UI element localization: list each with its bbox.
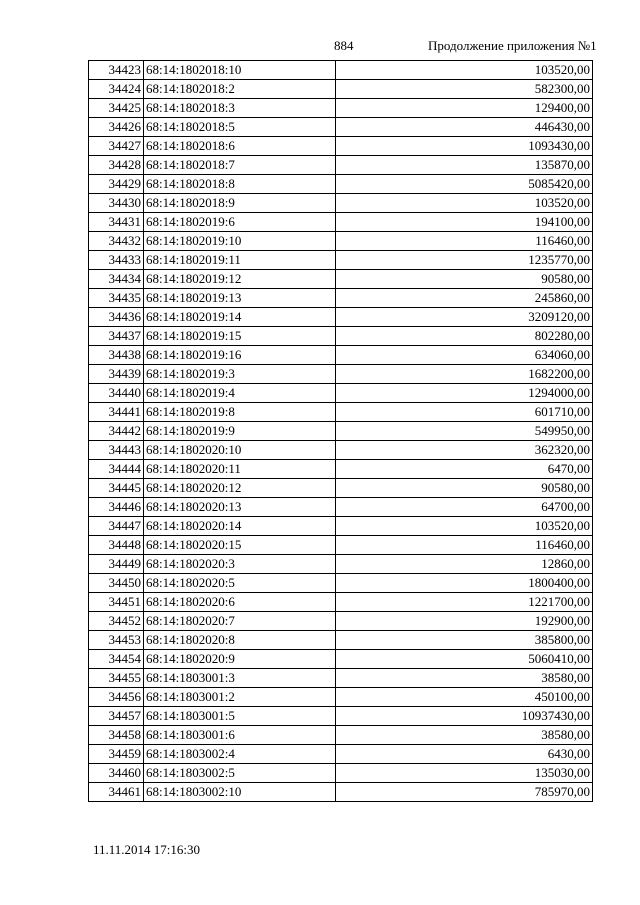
table-row bbox=[89, 365, 593, 384]
row-number-cell: 34434 bbox=[89, 270, 144, 289]
cadastral-value-cell: 1682200,00 bbox=[336, 365, 593, 384]
cadastral-value-cell: 5085420,00 bbox=[336, 175, 593, 194]
row-number-cell: 34424 bbox=[89, 80, 144, 99]
table-row bbox=[89, 403, 593, 422]
cadastral-value-cell: 3209120,00 bbox=[336, 308, 593, 327]
cadastral-number-cell: 68:14:1802018:10 bbox=[144, 61, 336, 80]
row-number-cell: 34449 bbox=[89, 555, 144, 574]
table-row bbox=[89, 137, 593, 156]
table-row bbox=[89, 498, 593, 517]
row-number-cell: 34457 bbox=[89, 707, 144, 726]
cadastral-value-cell: 1294000,00 bbox=[336, 384, 593, 403]
table-row bbox=[89, 156, 593, 175]
row-number-cell: 34430 bbox=[89, 194, 144, 213]
table-row bbox=[89, 517, 593, 536]
cadastral-value-cell: 601710,00 bbox=[336, 403, 593, 422]
cadastral-value-cell: 103520,00 bbox=[336, 61, 593, 80]
row-number-cell: 34437 bbox=[89, 327, 144, 346]
row-number-cell: 34450 bbox=[89, 574, 144, 593]
row-number-cell: 34435 bbox=[89, 289, 144, 308]
table-row bbox=[89, 574, 593, 593]
table-row bbox=[89, 384, 593, 403]
row-number-cell: 34451 bbox=[89, 593, 144, 612]
row-number-cell: 34444 bbox=[89, 460, 144, 479]
row-number-cell: 34426 bbox=[89, 118, 144, 137]
row-number-cell: 34446 bbox=[89, 498, 144, 517]
cadastral-value-cell: 1093430,00 bbox=[336, 137, 593, 156]
print-timestamp: 11.11.2014 17:16:30 bbox=[93, 842, 201, 857]
cadastral-number-cell: 68:14:1802019:16 bbox=[144, 346, 336, 365]
cadastral-number-cell: 68:14:1802019:9 bbox=[144, 422, 336, 441]
cadastral-number-cell: 68:14:1802020:5 bbox=[144, 574, 336, 593]
table-row bbox=[89, 194, 593, 213]
cadastral-number-cell: 68:14:1803001:3 bbox=[144, 669, 336, 688]
cadastral-value-cell: 634060,00 bbox=[336, 346, 593, 365]
table-row bbox=[89, 745, 593, 764]
cadastral-number-cell: 68:14:1802018:7 bbox=[144, 156, 336, 175]
row-number-cell: 34440 bbox=[89, 384, 144, 403]
cadastral-number-cell: 68:14:1802020:9 bbox=[144, 650, 336, 669]
cadastral-value-cell: 90580,00 bbox=[336, 479, 593, 498]
table-row bbox=[89, 479, 593, 498]
cadastral-value-cell: 90580,00 bbox=[336, 270, 593, 289]
row-number-cell: 34461 bbox=[89, 783, 144, 802]
cadastral-number-cell: 68:14:1802020:11 bbox=[144, 460, 336, 479]
row-number-cell: 34452 bbox=[89, 612, 144, 631]
table-body bbox=[89, 61, 593, 802]
cadastral-number-cell: 68:14:1802020:14 bbox=[144, 517, 336, 536]
cadastral-number-cell: 68:14:1803002:4 bbox=[144, 745, 336, 764]
cadastral-number-cell: 68:14:1802020:8 bbox=[144, 631, 336, 650]
cadastral-number-cell: 68:14:1802019:11 bbox=[144, 251, 336, 270]
row-number-cell: 34455 bbox=[89, 669, 144, 688]
row-number-cell: 34448 bbox=[89, 536, 144, 555]
table-row bbox=[89, 308, 593, 327]
cadastral-value-cell: 1800400,00 bbox=[336, 574, 593, 593]
table-row bbox=[89, 441, 593, 460]
cadastral-value-cell: 116460,00 bbox=[336, 536, 593, 555]
table-row bbox=[89, 631, 593, 650]
cadastral-number-cell: 68:14:1802018:2 bbox=[144, 80, 336, 99]
cadastral-value-cell: 38580,00 bbox=[336, 726, 593, 745]
table-row bbox=[89, 270, 593, 289]
table-row bbox=[89, 536, 593, 555]
row-number-cell: 34423 bbox=[89, 61, 144, 80]
row-number-cell: 34428 bbox=[89, 156, 144, 175]
row-number-cell: 34454 bbox=[89, 650, 144, 669]
table-row bbox=[89, 346, 593, 365]
cadastral-number-cell: 68:14:1802020:7 bbox=[144, 612, 336, 631]
cadastral-number-cell: 68:14:1803002:5 bbox=[144, 764, 336, 783]
cadastral-value-cell: 192900,00 bbox=[336, 612, 593, 631]
row-number-cell: 34425 bbox=[89, 99, 144, 118]
cadastral-number-cell: 68:14:1802020:3 bbox=[144, 555, 336, 574]
table-row bbox=[89, 80, 593, 99]
cadastral-number-cell: 68:14:1802019:3 bbox=[144, 365, 336, 384]
table-row bbox=[89, 175, 593, 194]
row-number-cell: 34441 bbox=[89, 403, 144, 422]
table-row bbox=[89, 327, 593, 346]
page-number: 884 bbox=[334, 38, 354, 53]
table-row bbox=[89, 669, 593, 688]
cadastral-value-cell: 549950,00 bbox=[336, 422, 593, 441]
cadastral-value-cell: 245860,00 bbox=[336, 289, 593, 308]
cadastral-number-cell: 68:14:1802020:15 bbox=[144, 536, 336, 555]
row-number-cell: 34459 bbox=[89, 745, 144, 764]
table-row bbox=[89, 707, 593, 726]
row-number-cell: 34447 bbox=[89, 517, 144, 536]
cadastral-value-cell: 38580,00 bbox=[336, 669, 593, 688]
row-number-cell: 34432 bbox=[89, 232, 144, 251]
cadastral-number-cell: 68:14:1802019:10 bbox=[144, 232, 336, 251]
cadastral-number-cell: 68:14:1803001:2 bbox=[144, 688, 336, 707]
cadastral-value-cell: 64700,00 bbox=[336, 498, 593, 517]
row-number-cell: 34427 bbox=[89, 137, 144, 156]
table-row bbox=[89, 61, 593, 80]
cadastral-number-cell: 68:14:1802019:6 bbox=[144, 213, 336, 232]
cadastral-value-cell: 446430,00 bbox=[336, 118, 593, 137]
cadastral-value-cell: 450100,00 bbox=[336, 688, 593, 707]
cadastral-number-cell: 68:14:1802018:8 bbox=[144, 175, 336, 194]
cadastral-value-cell: 362320,00 bbox=[336, 441, 593, 460]
cadastral-number-cell: 68:14:1802019:15 bbox=[144, 327, 336, 346]
table-row bbox=[89, 650, 593, 669]
cadastral-number-cell: 68:14:1802018:5 bbox=[144, 118, 336, 137]
cadastral-number-cell: 68:14:1802019:14 bbox=[144, 308, 336, 327]
row-number-cell: 34439 bbox=[89, 365, 144, 384]
cadastral-value-cell: 5060410,00 bbox=[336, 650, 593, 669]
table-row bbox=[89, 99, 593, 118]
table-row bbox=[89, 783, 593, 802]
cadastral-value-cell: 785970,00 bbox=[336, 783, 593, 802]
table-row bbox=[89, 460, 593, 479]
cadastral-number-cell: 68:14:1802019:4 bbox=[144, 384, 336, 403]
table-row bbox=[89, 555, 593, 574]
cadastral-value-table bbox=[88, 60, 593, 802]
cadastral-number-cell: 68:14:1802020:10 bbox=[144, 441, 336, 460]
row-number-cell: 34442 bbox=[89, 422, 144, 441]
table-row bbox=[89, 232, 593, 251]
table-row bbox=[89, 688, 593, 707]
cadastral-value-cell: 6470,00 bbox=[336, 460, 593, 479]
table-row bbox=[89, 422, 593, 441]
cadastral-number-cell: 68:14:1803001:5 bbox=[144, 707, 336, 726]
cadastral-value-cell: 582300,00 bbox=[336, 80, 593, 99]
row-number-cell: 34433 bbox=[89, 251, 144, 270]
appendix-caption: Продолжение приложения №1 bbox=[428, 38, 597, 53]
row-number-cell: 34445 bbox=[89, 479, 144, 498]
cadastral-number-cell: 68:14:1802019:12 bbox=[144, 270, 336, 289]
cadastral-value-cell: 194100,00 bbox=[336, 213, 593, 232]
cadastral-value-cell: 802280,00 bbox=[336, 327, 593, 346]
cadastral-value-cell: 10937430,00 bbox=[336, 707, 593, 726]
cadastral-number-cell: 68:14:1802019:13 bbox=[144, 289, 336, 308]
cadastral-value-cell: 385800,00 bbox=[336, 631, 593, 650]
row-number-cell: 34443 bbox=[89, 441, 144, 460]
cadastral-value-cell: 129400,00 bbox=[336, 99, 593, 118]
cadastral-value-cell: 103520,00 bbox=[336, 517, 593, 536]
row-number-cell: 34456 bbox=[89, 688, 144, 707]
table-row bbox=[89, 612, 593, 631]
cadastral-number-cell: 68:14:1802020:13 bbox=[144, 498, 336, 517]
cadastral-number-cell: 68:14:1802018:9 bbox=[144, 194, 336, 213]
cadastral-number-cell: 68:14:1802020:12 bbox=[144, 479, 336, 498]
row-number-cell: 34429 bbox=[89, 175, 144, 194]
row-number-cell: 34458 bbox=[89, 726, 144, 745]
cadastral-number-cell: 68:14:1802018:6 bbox=[144, 137, 336, 156]
row-number-cell: 34436 bbox=[89, 308, 144, 327]
table-row bbox=[89, 726, 593, 745]
table-row bbox=[89, 764, 593, 783]
cadastral-value-cell: 103520,00 bbox=[336, 194, 593, 213]
cadastral-number-cell: 68:14:1803002:10 bbox=[144, 783, 336, 802]
table-row bbox=[89, 289, 593, 308]
cadastral-value-cell: 135030,00 bbox=[336, 764, 593, 783]
cadastral-value-cell: 12860,00 bbox=[336, 555, 593, 574]
cadastral-number-cell: 68:14:1802018:3 bbox=[144, 99, 336, 118]
cadastral-number-cell: 68:14:1802020:6 bbox=[144, 593, 336, 612]
table-row bbox=[89, 251, 593, 270]
cadastral-number-cell: 68:14:1803001:6 bbox=[144, 726, 336, 745]
row-number-cell: 34453 bbox=[89, 631, 144, 650]
cadastral-value-cell: 116460,00 bbox=[336, 232, 593, 251]
cadastral-number-cell: 68:14:1802019:8 bbox=[144, 403, 336, 422]
table-row bbox=[89, 118, 593, 137]
cadastral-value-cell: 6430,00 bbox=[336, 745, 593, 764]
cadastral-value-cell: 1221700,00 bbox=[336, 593, 593, 612]
table-row bbox=[89, 593, 593, 612]
cadastral-value-cell: 1235770,00 bbox=[336, 251, 593, 270]
cadastral-value-cell: 135870,00 bbox=[336, 156, 593, 175]
table-row bbox=[89, 213, 593, 232]
row-number-cell: 34438 bbox=[89, 346, 144, 365]
row-number-cell: 34460 bbox=[89, 764, 144, 783]
row-number-cell: 34431 bbox=[89, 213, 144, 232]
